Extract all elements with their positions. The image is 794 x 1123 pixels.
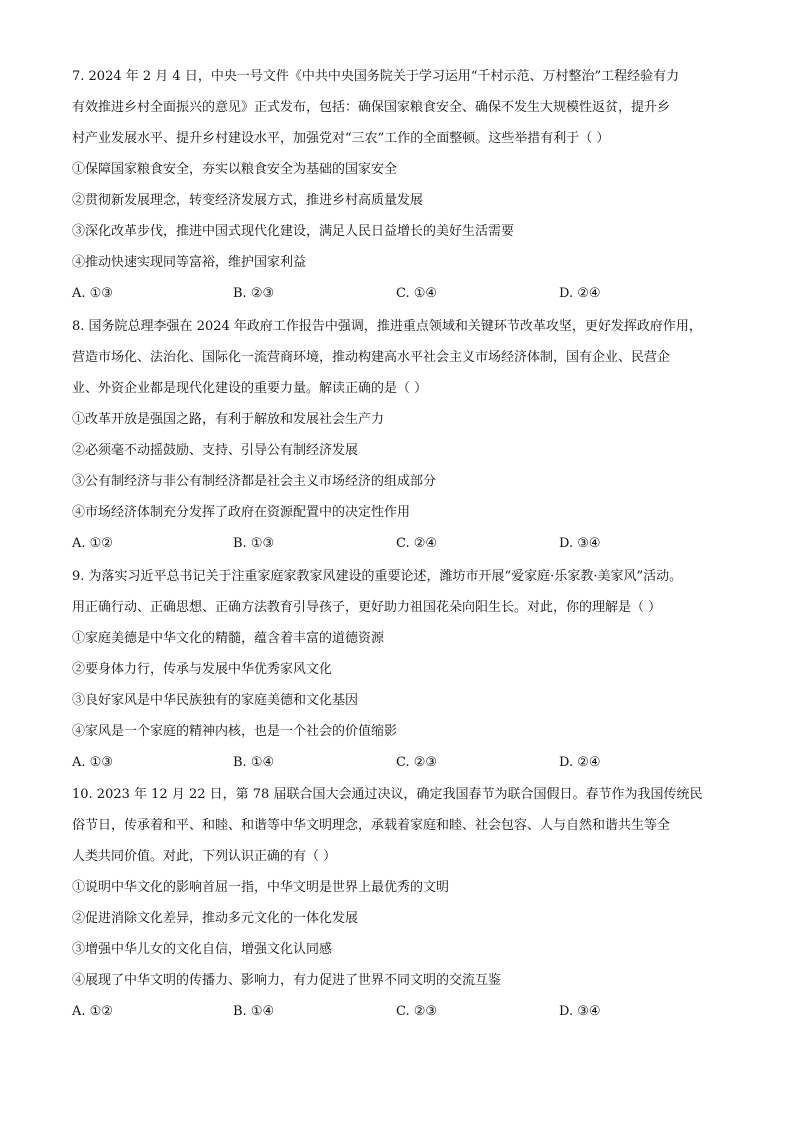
statement-item: ①改革开放是强国之路，有利于解放和发展社会生产力 bbox=[72, 412, 385, 427]
question-10 bbox=[72, 779, 732, 1027]
option-d: D. ③④ bbox=[559, 536, 601, 551]
statement-item: ②促进消除文化差异，推动多元文化的一体化发展 bbox=[72, 911, 359, 926]
question-stem-line: 村产业发展水平、提升乡村建设水平，加强党对“三农”工作的全面整顿。这些举措有利于（ ） bbox=[72, 131, 610, 146]
question-stem-line: 8. 国务院总理李强在 2024 年政府工作报告中强调，推进重点领域和关键环节改革攻坚，更好发挥政府作用， bbox=[72, 319, 702, 334]
option-b: B. ①③ bbox=[233, 536, 275, 551]
statement-item: ②要身体力行，传承与发展中华优秀家风文化 bbox=[72, 662, 333, 677]
option-c: C. ②③ bbox=[396, 1004, 438, 1019]
option-c: C. ①④ bbox=[396, 286, 438, 301]
option-c: C. ②③ bbox=[396, 755, 438, 770]
question-7 bbox=[72, 61, 732, 309]
statement-item: ②必须毫不动摇鼓励、支持、引导公有制经济发展 bbox=[72, 443, 359, 458]
option-a: A. ①③ bbox=[72, 286, 113, 301]
option-b: B. ①④ bbox=[233, 755, 275, 770]
question-stem-line: 俗节日，传承着和平、和睦、和谐等中华文明理念，承载着家庭和睦、社会包容、人与自然和谐共生等全 bbox=[72, 818, 671, 833]
statement-item: ③增强中华儿女的文化自信，增强文化认同感 bbox=[72, 942, 333, 957]
option-d: D. ③④ bbox=[559, 1004, 601, 1019]
option-a: A. ①② bbox=[72, 536, 113, 551]
question-stem-line: 业、外资企业都是现代化建设的重要力量。解读正确的是（ ） bbox=[72, 381, 428, 396]
question-stem-line: 用正确行动、正确思想、正确方法教育引导孩子，更好助力祖国花朵向阳生长。对此，你的理解是（ ） bbox=[72, 600, 662, 615]
statement-item: ④家风是一个家庭的精神内核，也是一个社会的价值缩影 bbox=[72, 724, 398, 739]
statement-item: ①家庭美德是中华文化的精髓，蕴含着丰富的道德资源 bbox=[72, 631, 385, 646]
statement-item: ③公有制经济与非公有制经济都是社会主义市场经济的组成部分 bbox=[72, 474, 437, 489]
statement-item: ④推动快速实现同等富裕，维护国家利益 bbox=[72, 255, 307, 270]
statement-item: ④展现了中华文明的传播力、影响力，有力促进了世界不同文明的交流互鉴 bbox=[72, 973, 502, 988]
question-stem-line: 7. 2024 年 2 月 4 日，中央一号文件《中共中央国务院关于学习运用“千村示范、万村整治”工程经验有力 bbox=[72, 69, 680, 84]
option-b: B. ②③ bbox=[233, 286, 275, 301]
answer-options bbox=[72, 747, 732, 778]
question-stem-line: 有效推进乡村全面振兴的意见》正式发布，包括：确保国家粮食安全、确保不发生大规模性返贫，提升乡 bbox=[72, 100, 671, 115]
option-d: D. ②④ bbox=[559, 286, 601, 301]
answer-options bbox=[72, 996, 732, 1027]
question-stem-line: 9. 为落实习近平总书记关于注重家庭家教家风建设的重要论述，潍坊市开展“爱家庭·乐家教·美家风”活动。 bbox=[72, 569, 683, 584]
answer-options bbox=[72, 278, 732, 309]
answer-options bbox=[72, 528, 732, 559]
option-c: C. ②④ bbox=[396, 536, 438, 551]
question-stem-line: 人类共同价值。对此，下列认识正确的有（ ） bbox=[72, 849, 337, 864]
question-stem-line: 营造市场化、法治化、国际化一流营商环境，推动构建高水平社会主义市场经济体制，国有企业、民营企 bbox=[72, 350, 671, 365]
statement-item: ②贯彻新发展理念，转变经济发展方式，推进乡村高质量发展 bbox=[72, 193, 424, 208]
option-b: B. ①④ bbox=[233, 1004, 275, 1019]
statement-item: ①保障国家粮食安全，夯实以粮食安全为基础的国家安全 bbox=[72, 162, 398, 177]
option-a: A. ①③ bbox=[72, 755, 113, 770]
statement-item: ③良好家风是中华民族独有的家庭美德和文化基因 bbox=[72, 693, 359, 708]
question-9 bbox=[72, 561, 732, 778]
statement-item: ④市场经济体制充分发挥了政府在资源配置中的决定性作用 bbox=[72, 505, 411, 520]
option-a: A. ①② bbox=[72, 1004, 113, 1019]
question-8 bbox=[72, 311, 732, 559]
statement-item: ③深化改革步伐，推进中国式现代化建设，满足人民日益增长的美好生活需要 bbox=[72, 224, 515, 239]
option-d: D. ②④ bbox=[559, 755, 601, 770]
question-stem-line: 10. 2023 年 12 月 22 日，第 78 届联合国大会通过决议，确定我国春节为联合国假日。春节作为我国传统民 bbox=[72, 787, 703, 802]
statement-item: ①说明中华文化的影响首屈一指，中华文明是世界上最优秀的文明 bbox=[72, 880, 450, 895]
